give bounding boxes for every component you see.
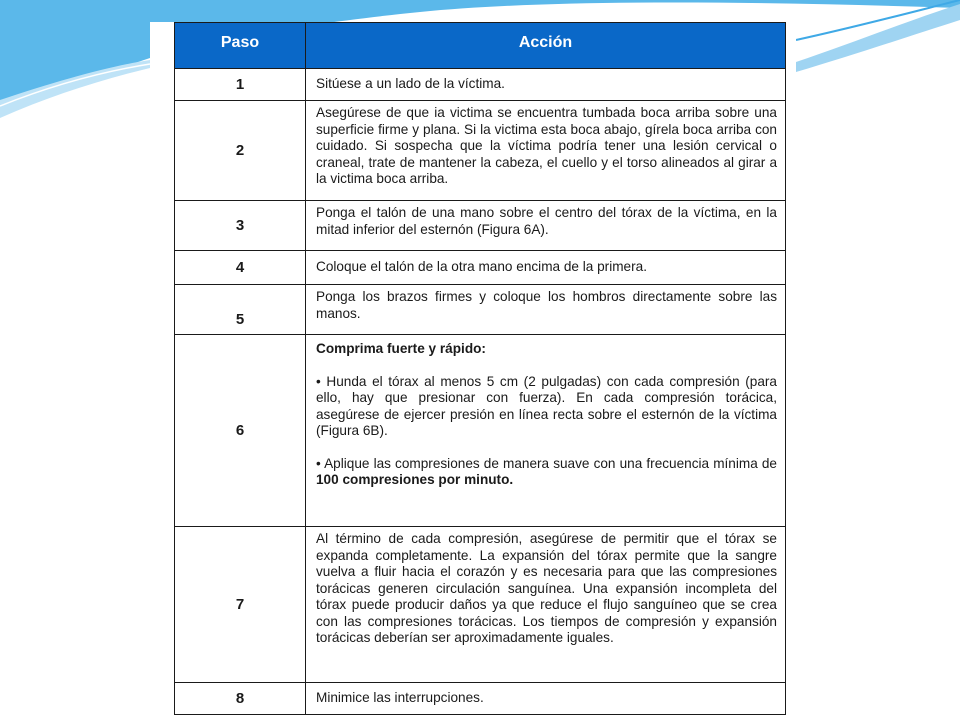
step-heading: Comprima fuerte y rápido: bbox=[316, 341, 486, 356]
step-number: 4 bbox=[175, 251, 306, 285]
step-number: 3 bbox=[175, 201, 306, 251]
step-action: Coloque el talón de la otra mano encima de la primera. bbox=[306, 251, 786, 285]
header-step: Paso bbox=[175, 23, 306, 69]
step-action: Minimice las interrupciones. bbox=[306, 683, 786, 715]
wave-right-band bbox=[796, 4, 960, 72]
header-action: Acción bbox=[306, 23, 786, 69]
table-row bbox=[175, 335, 786, 527]
cpr-steps-table bbox=[174, 22, 786, 715]
step-bullet: • Hunda el tórax al menos 5 cm (2 pulgadas) con cada compresión (para ello, hay que presionar con fuerza). En cada compresión torácica, asegúrese de ejercer presión en línea recta sobre el esternón de la víctima (Figura 6B). bbox=[316, 373, 777, 438]
table-row bbox=[175, 527, 786, 683]
table-row bbox=[175, 251, 786, 285]
table-row bbox=[175, 101, 786, 201]
step-action bbox=[306, 335, 786, 527]
step-action: Ponga los brazos firmes y coloque los hombros directamente sobre las manos. bbox=[306, 285, 786, 335]
table-header-row bbox=[175, 23, 786, 69]
table-row bbox=[175, 69, 786, 101]
step-action: Ponga el talón de una mano sobre el centro del tórax de la víctima, en la mitad inferior del esternón (Figura 6A). bbox=[306, 201, 786, 251]
step-number: 5 bbox=[175, 285, 306, 335]
step-number: 8 bbox=[175, 683, 306, 715]
step-action: Al término de cada compresión, asegúrese de permitir que el tórax se expanda completamente. La expansión del tórax permite que la sangre vuelva a fluir hacia el corazón y es necesaria para que las compresiones torácicas generen circulación sanguínea. Una expansión incompleta del tórax puede producir daños ya que reduce el flujo sanguíneo que se crea con las compresiones torácicas. Los tiempos de compresión y expansión torácicas deberían ser aproximadamente iguales. bbox=[306, 527, 786, 683]
step-bullet-bold: 100 compresiones por minuto. bbox=[316, 472, 514, 487]
table-row bbox=[175, 285, 786, 335]
step-number: 7 bbox=[175, 527, 306, 683]
step-number: 2 bbox=[175, 101, 306, 201]
step-bullet-text: • Aplique las compresiones de manera suave con una frecuencia mínima de bbox=[316, 455, 777, 471]
step-number: 1 bbox=[175, 69, 306, 101]
step-bullet bbox=[316, 456, 777, 489]
table-row bbox=[175, 201, 786, 251]
step-action: Sitúese a un lado de la víctima. bbox=[306, 69, 786, 101]
table-row bbox=[175, 683, 786, 715]
document-panel bbox=[150, 22, 796, 720]
step-number: 6 bbox=[175, 335, 306, 527]
step-action: Asegúrese de que ia victima se encuentra tumbada boca arriba sobre una superficie firme y plana. Si la victima esta boca abajo, gírela boca arriba con cuidado. Si sospecha que la víctima podría tener una lesión cervical o craneal, trate de mantener la cabeza, el cuello y el torso alineados al girar a la victima boca arriba. bbox=[306, 101, 786, 201]
